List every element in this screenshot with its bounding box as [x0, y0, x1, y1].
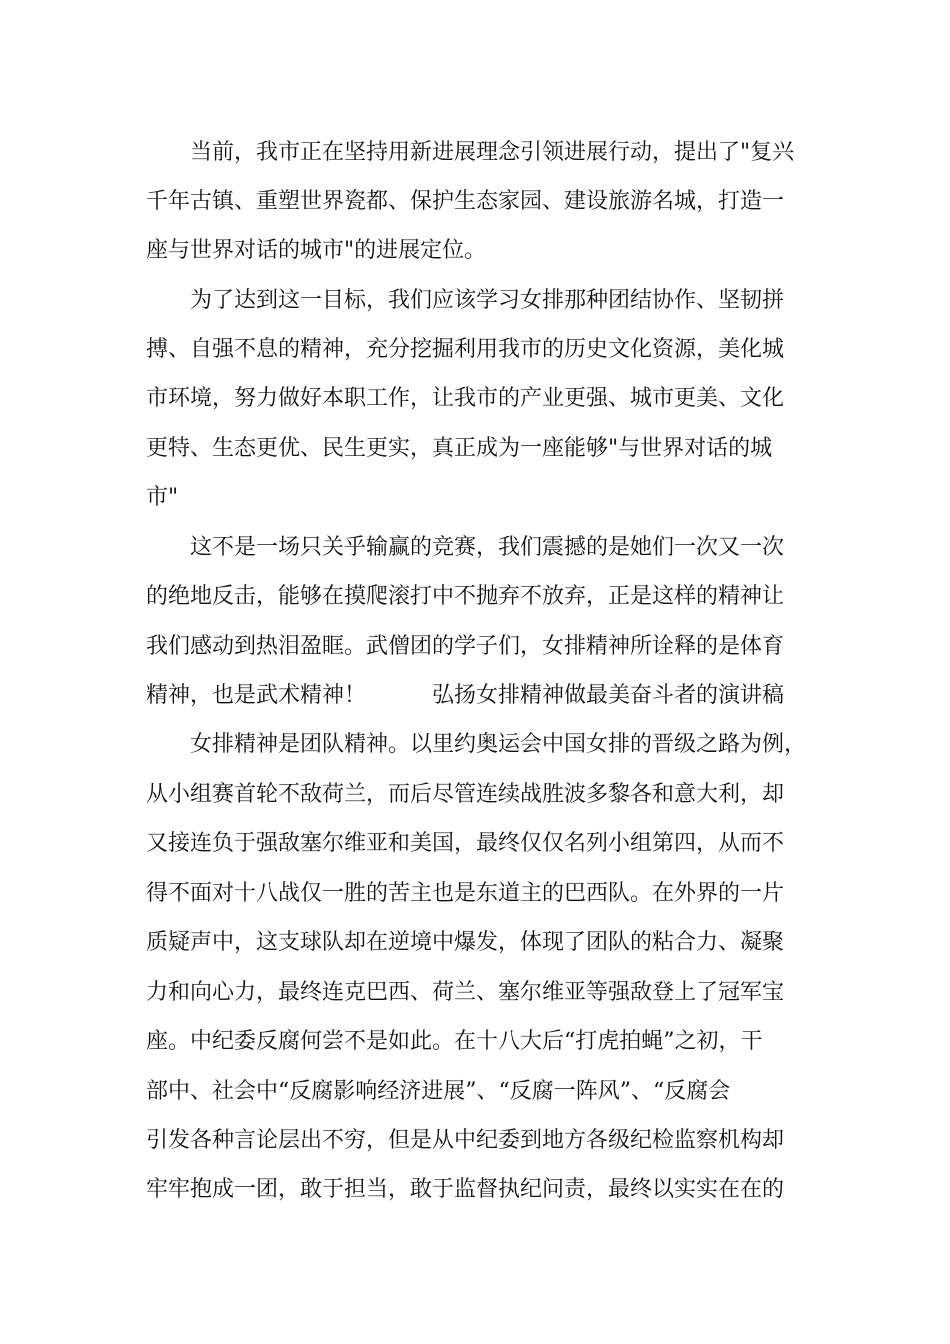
- text-line: 市环境，努力做好本职工作，让我市的产业更强、城市更美、文化: [146, 386, 785, 411]
- text-line: 当前，我市正在坚持用新进展理念引领进展行动，提出了"复兴: [146, 140, 795, 165]
- text-line: 得不面对十八战仅一胜的苦主也是东道主的巴西队。在外界的一片: [146, 881, 785, 906]
- text-line: 的绝地反击，能够在摸爬滚打中不抛弃不放弃，正是这样的精神让: [146, 584, 785, 609]
- text-line: 又接连负于强敌塞尔维亚和美国，最终仅仅名列小组第四，从而不: [146, 831, 785, 856]
- text-line: 座与世界对话的城市"的进展定位。: [146, 238, 487, 263]
- text-line: 女排精神是团队精神。以里约奥运会中国女排的晋级之路为例，: [146, 732, 807, 757]
- text-line: 搏、自强不息的精神，充分挖掘利用我市的历史文化资源，美化城: [146, 337, 785, 362]
- text-line: 这不是一场只关乎输赢的竞赛，我们震撼的是她们一次又一次: [146, 535, 785, 560]
- text-line: 质疑声中，这支球队却在逆境中爆发，体现了团队的粘合力、凝聚: [146, 930, 785, 955]
- text-line: 力和向心力，最终连克巴西、荷兰、塞尔维亚等强敌登上了冠军宝: [146, 980, 785, 1005]
- text-line: 引发各种言论层出不穷，但是从中纪委到地方各级纪检监察机构却: [146, 1128, 785, 1153]
- text-line: 我们感动到热泪盈眶。武僧团的学子们，女排精神所诠释的是体育: [146, 634, 785, 659]
- text-line: 座。中纪委反腐何尝不是如此。在十八大后“打虎拍蝇”之初，干: [146, 1029, 763, 1054]
- text-line: 牢牢抱成一团，敢于担当，敢于监督执纪问责，最终以实实在在的: [146, 1177, 785, 1202]
- text-line: 市": [146, 485, 179, 510]
- text-line: 为了达到这一目标，我们应该学习女排那种团结协作、坚韧拼: [146, 288, 785, 313]
- text-line: 更特、生态更优、民生更实，真正成为一座能够"与世界对话的城: [146, 436, 773, 461]
- text-line: 从小组赛首轮不敌荷兰，而后尽管连续战胜波多黎各和意大利，却: [146, 782, 785, 807]
- text-line: 千年古镇、重塑世界瓷都、保护生态家园、建设旅游名城，打造一: [146, 189, 785, 214]
- text-line: 部中、社会中“反腐影响经济进展”、“反腐一阵风”、“反腐会: [146, 1079, 731, 1104]
- text-line: 精神，也是武术精神！ 弘扬女排精神做最美奋斗者的演讲稿: [146, 683, 785, 708]
